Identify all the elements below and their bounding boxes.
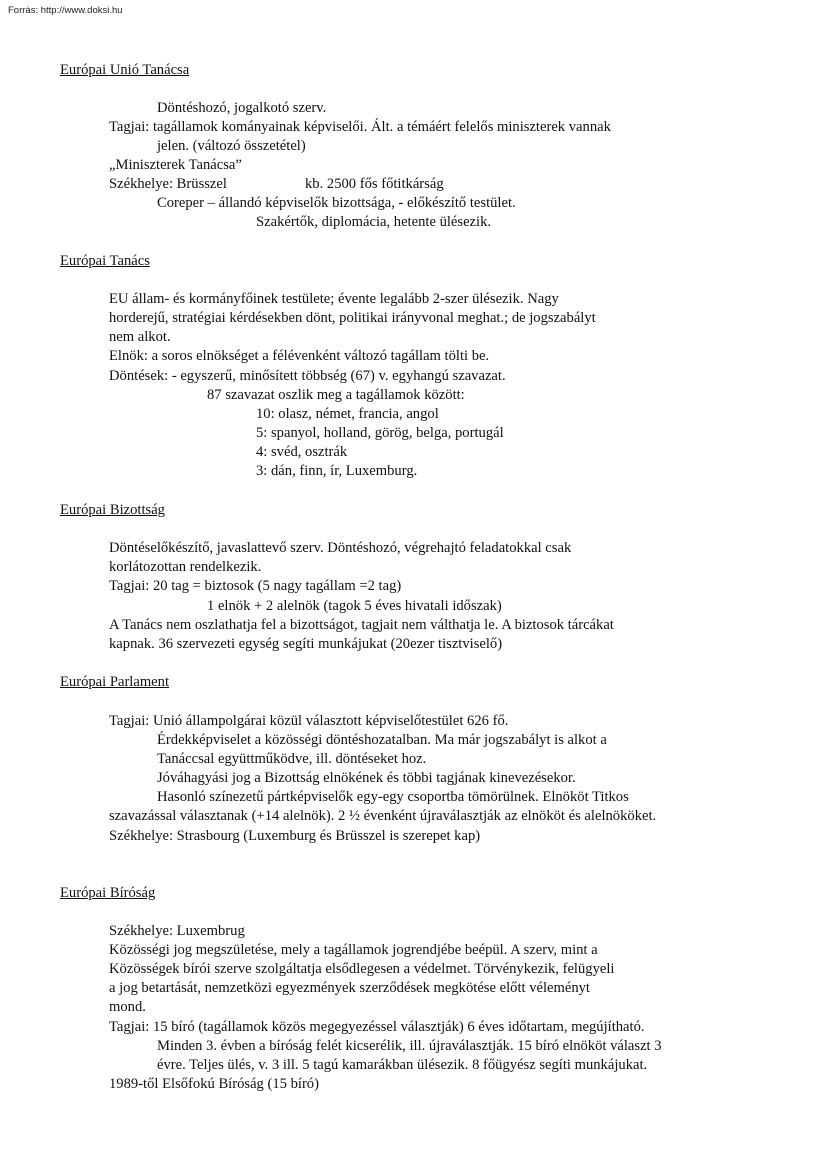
text-line: jelen. (változó összetétel) (157, 138, 306, 154)
text-line: kapnak. 36 szervezeti egység segíti munkájukat (20ezer tisztviselő) (109, 636, 503, 652)
text-line: A Tanács nem oszlathatja fel a bizottságot, tagjait nem válthatja le. A biztosok tárcákat (109, 617, 614, 633)
text-line: EU állam- és kormányfőinek testülete; évente legalább 2-szer ülésezik. Nagy (109, 291, 559, 307)
text-line: Tagjai: 20 tag = biztosok (5 nagy tagállam =2 tag) (109, 578, 402, 594)
text-line: Jóváhagyási jog a Bizottság elnökének és többi tagjának kinevezésekor. (157, 770, 576, 786)
text-line: mond. (109, 999, 146, 1015)
text-line: Minden 3. évben a bíróság felét kicserélik, ill. újraválasztják. 15 bíró elnököt választ 3 (157, 1038, 662, 1054)
text-line: Döntéshozó, jogalkotó szerv. (157, 100, 327, 116)
text-line: Tanáccsal együttműködve, ill. döntéseket hoz. (157, 751, 427, 767)
section-heading-commission: Európai Bizottság (60, 502, 165, 518)
text-line: Elnök: a soros elnökséget a félévenként változó tagállam tölti be. (109, 348, 490, 364)
text-line: Tagjai: Unió állampolgárai közül választott képviselőtestület 626 fő. (109, 713, 509, 729)
text-line: horderejű, stratégiai kérdésekben dönt, politikai irányvonal meghat.; de jogszabályt (109, 310, 596, 326)
text-line: 1989-től Elsőfokú Bíróság (15 bíró) (109, 1076, 319, 1092)
text-line: évre. Teljes ülés, v. 3 ill. 5 tagú kamarákban ülésezik. 8 főügyész segíti munkájukat. (157, 1057, 648, 1073)
text-line: Tagjai: 15 bíró (tagállamok közös megegyezéssel választják) 6 éves időtartam, megújítható. (109, 1019, 645, 1035)
section-heading-eu-council: Európai Unió Tanácsa (60, 62, 190, 78)
text-line: Hasonló színezetű pártképviselők egy-egy csoportba tömörülnek. Elnököt Titkos (157, 789, 629, 805)
text-line: Érdekképviselet a közösségi döntéshozatalban. Ma már jogszabályt is alkot a (157, 732, 607, 748)
text-line: 4: svéd, osztrák (256, 444, 348, 460)
text-line: 87 szavazat oszlik meg a tagállamok között: (207, 387, 465, 403)
text-line: Székhelye: Brüsszel (109, 176, 227, 192)
text-line: Székhelye: Strasbourg (Luxemburg és Brüsszel is szerepet kap) (109, 828, 481, 844)
text-line: Szakértők, diplomácia, hetente ülésezik. (256, 214, 492, 230)
text-line: korlátozottan rendelkezik. (109, 559, 262, 575)
text-line: a jog betartását, nemzetközi egyezmények szerződések megkötése előtt véleményt (109, 980, 590, 996)
text-line: szavazással választanak (+14 alelnök). 2 ½ évenként újraválasztják az elnököt és alelnököket. (109, 808, 657, 824)
section-heading-court: Európai Bíróság (60, 885, 156, 901)
text-line: nem alkot. (109, 329, 171, 345)
text-line: Coreper – állandó képviselők bizottsága, - előkészítő testület. (157, 195, 516, 211)
text-line: Közösségi jog megszületése, mely a tagállamok jogrendjébe beépül. A szerv, mint a (109, 942, 598, 958)
text-line: Székhelye: Luxembrug (109, 923, 245, 939)
text-line: Döntések: - egyszerű, minősített többség (67) v. egyhangú szavazat. (109, 368, 506, 384)
text-line: Tagjai: tagállamok kományainak képviselői. Ált. a témáért felelős miniszterek vannak (109, 119, 611, 135)
text-line: 10: olasz, német, francia, angol (256, 406, 439, 422)
text-line: 5: spanyol, holland, görög, belga, portugál (256, 425, 504, 441)
text-line: Közösségek bírói szerve szolgáltatja elsődlegesen a védelmet. Törvénykezik, felügyeli (109, 961, 615, 977)
source-label: Forrás: http://www.doksi.hu (8, 5, 123, 16)
section-heading-parliament: Európai Parlament (60, 674, 170, 690)
text-line: 1 elnök + 2 alelnök (tagok 5 éves hivatali időszak) (207, 598, 502, 614)
text-line: „Miniszterek Tanácsa” (109, 157, 242, 173)
text-line: 3: dán, finn, ír, Luxemburg. (256, 463, 418, 479)
text-line: kb. 2500 fős főtitkárság (305, 176, 444, 192)
section-heading-european-council: Európai Tanács (60, 253, 150, 269)
text-line: Döntéselőkészítő, javaslattevő szerv. Döntéshozó, végrehajtó feladatokkal csak (109, 540, 572, 556)
